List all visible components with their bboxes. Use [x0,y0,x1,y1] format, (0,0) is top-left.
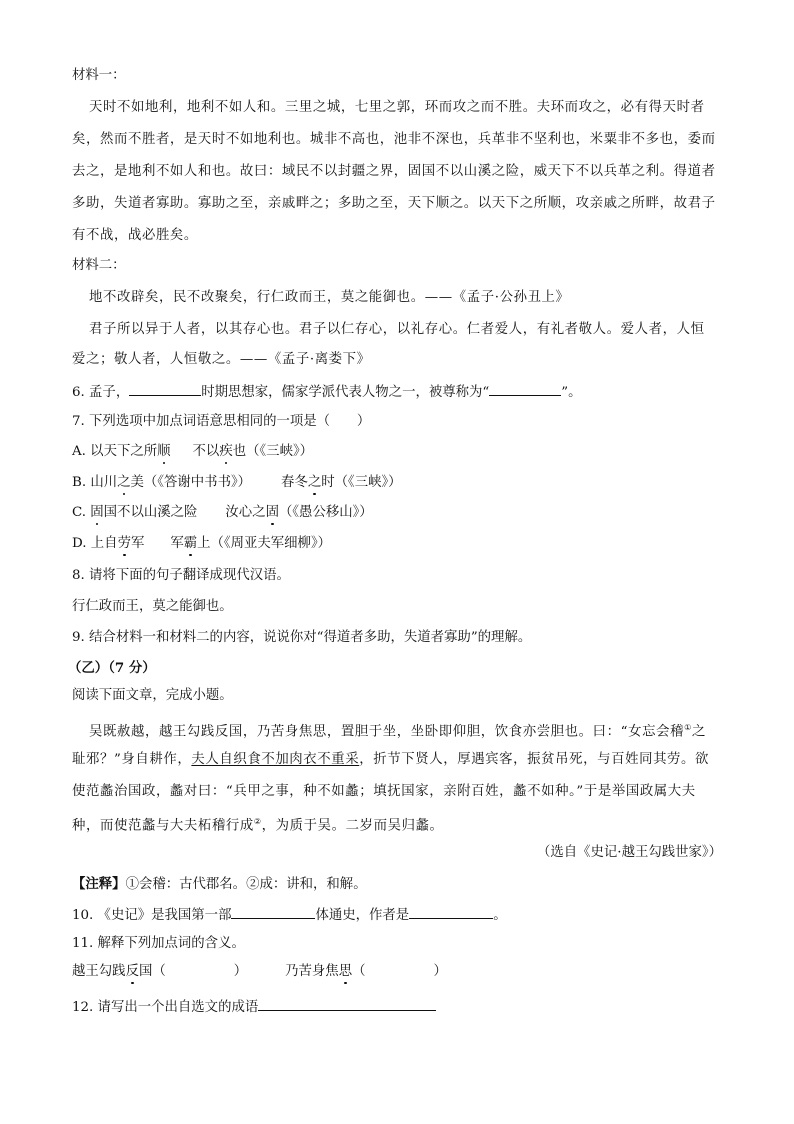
q11-text: （ [352,964,366,979]
material-two-line: 地不改辟矣，民不改聚矣，行仁政而王，莫之能御也。——《孟子·公孙丑上》 [89,290,570,305]
section-yi-title: （乙）（7 分） [68,660,156,676]
material-one-line: 有不战，战必胜矣。 [72,228,198,243]
passage-text: 耻邪？”身自耕作， [72,752,192,767]
notes-text: ①会稽：古代郡名。②成：讲和，和解。 [125,877,367,892]
question-9-stem: 9. 结合材料一和材料二的内容，说说你对“得道者多助，失道者寡助”的理解。 [72,630,532,645]
q6-part: 时期思想家，儒家学派代表人物之一，被尊称为“ [201,385,490,400]
option-text: 军 [130,536,145,551]
notes [72,874,367,895]
q11-text: 越王勾践 [72,964,126,979]
passage-text: ，折节下贤人，厚遇宾客，振贫吊死，与百姓同其劳。欲 [359,752,710,767]
option-text: 春冬 [281,475,308,490]
q6-blank-title[interactable] [489,381,561,396]
q6-part: 6. 孟子， [72,385,130,400]
q11-text: 国（ [138,964,166,979]
material-one-label: 材料一： [72,68,126,83]
underlined-sentence: 夫人自织食不加肉衣不重采 [191,752,360,767]
note-marker: ① [684,723,692,732]
q8-sentence: 行仁政而王，莫之能御也。 [72,599,233,614]
section-yi-instruction: 阅读下面文章，完成小题。 [72,688,233,703]
option-text: 军 [170,536,184,551]
option-text: B. 山川 [72,475,118,490]
option-text: A. 以天下之所 [72,444,158,459]
dotted-word: 固 [265,505,279,520]
q11-text: ） [233,964,248,979]
q10-part: 10. 《史记》是我国第一部 [72,908,232,923]
q7-option-c[interactable] [72,503,373,523]
q11-text: ） [433,964,447,979]
q11-text: 乃苦身焦 [285,964,339,979]
dotted-word: 之 [117,475,131,490]
passage-line: 使范蠡治国政，蠡对曰：“兵甲之事，种不如蠡；填抚国家，亲附百姓，蠡不如种。”于是举国政属大夫 [72,784,696,799]
q10-blank-author[interactable] [409,904,493,919]
material-two-line: 君子所以异于人者，以其存心也。君子以仁存心，以礼存心。仁者爱人，有礼者敬人。爱人者，人恒 [89,322,705,337]
q10-blank-style[interactable] [231,904,315,919]
material-one-line: 去之，是地利不如人和也。故曰：域民不以封疆之界，固国不以山溪之险，威天下不以兵革之利。得道者 [72,164,716,179]
passage-line [89,718,706,742]
option-text: 不以 [192,444,220,459]
dotted-word: 劳 [117,536,131,551]
dotted-word: 思 [338,964,353,979]
option-text: 汝心之 [225,505,266,520]
question-10 [72,904,507,926]
option-text: 也（《三峡》） [232,444,314,459]
option-text: C. [72,505,91,520]
passage-line [72,812,444,836]
option-text: （《愚公移山》） [278,505,373,520]
question-11-stem: 11. 解释下列加点词的含义。 [72,936,245,951]
dotted-word: 疾 [219,444,233,459]
option-text: 美（《答谢中书书》） [130,475,252,490]
q12-stem: 12. 请写出一个出自选文的成语 [72,1000,259,1015]
dotted-word: 固 [90,505,104,520]
dotted-word: 霸 [183,536,198,551]
notes-label: 【注释】 [72,876,126,892]
passage-text: 之 [691,724,706,740]
q7-option-b[interactable] [72,473,402,493]
passage-text: 种，而使范蠡与大夫柘稽行成 [72,818,254,834]
material-two-line: 爱之；敬人者，人恒敬之。——《孟子·离娄下》 [72,352,371,367]
option-text: 上（《周亚夫军细柳》） [197,536,332,551]
q7-option-a[interactable] [72,442,313,462]
q12-blank-idiom[interactable] [258,996,436,1011]
passage-source: （选自《史记·越王勾践世家》） [536,845,722,860]
passage-line [72,750,709,770]
question-6 [72,381,582,403]
q7-option-d[interactable] [72,534,331,554]
question-8-stem: 8. 请将下面的句子翻译成现代汉语。 [72,568,290,583]
q11-items [72,962,447,982]
dotted-word: 之 [307,475,322,490]
option-text: D. 上自 [72,536,118,551]
dotted-word: 反 [125,964,139,979]
q6-part: ”。 [561,385,582,400]
option-text: 国不以山溪之险 [103,505,198,520]
material-one-line: 矣，然而不胜者，是天时不如地利也。城非不高也，池非不深也，兵革非不坚利也，米粟非不多也，委而 [72,132,716,147]
material-one-line: 多助，失道者寡助。寡助之至，亲戚畔之；多助之至，天下顺之。以天下之所顺，攻亲戚之所畔，故君子 [72,196,716,211]
question-12 [72,996,436,1018]
passage-text: ，为质于吴。二岁而吴归蠡。 [261,818,444,834]
q10-part: 体通史，作者是 [315,908,410,923]
note-marker: ② [253,817,262,826]
material-two-label: 材料二： [72,258,126,273]
dotted-word: 顺 [157,444,171,459]
q6-blank-era[interactable] [129,381,201,396]
material-one-line: 天时不如地利，地利不如人和。三里之城，七里之郭，环而攻之而不胜。夫环而攻之，必有得天时者 [89,100,705,115]
q10-part: 。 [493,908,507,923]
passage-text: 吴既赦越，越王勾践反国，乃苦身焦思，置胆于坐，坐卧即仰胆，饮食亦尝胆也。曰：“女忘会稽 [89,724,685,740]
option-text: 时（《三峡》） [321,475,402,490]
question-7-stem: 7. 下列选项中加点词语意思相同的一项是（ ） [72,414,371,429]
